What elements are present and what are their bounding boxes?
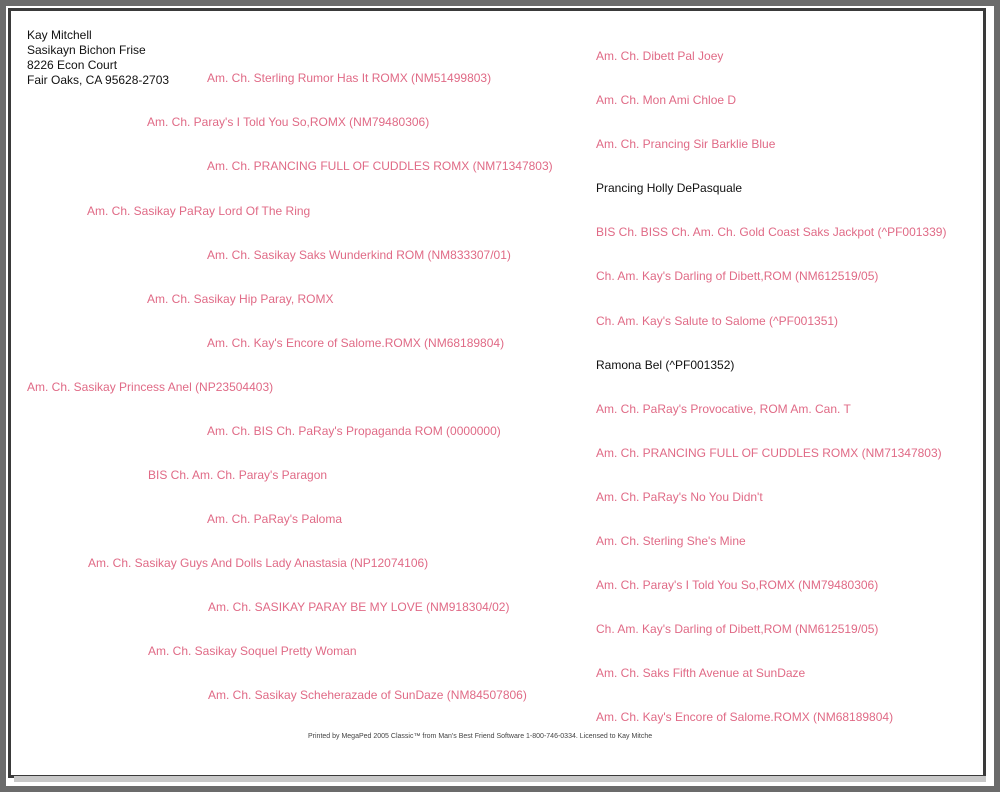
owner-address-line1: 8226 Econ Court <box>27 58 118 72</box>
owner-name: Kay Mitchell <box>27 28 92 42</box>
pedigree-gen4-entry: Am. Ch. Mon Ami Chloe D <box>596 93 737 107</box>
pedigree-sire-sire: Am. Ch. Paray's I Told You So,ROMX (NM79480306) <box>147 115 430 129</box>
pedigree-gen3-entry: Am. Ch. Sterling Rumor Has It ROMX (NM51499803) <box>207 71 492 85</box>
pedigree-gen4-entry: Am. Ch. Prancing Sir Barklie Blue <box>596 137 776 151</box>
pedigree-gen3-entry: Am. Ch. PRANCING FULL OF CUDDLES ROMX (NM71347803) <box>207 159 553 173</box>
pedigree-sire-dam: Am. Ch. Sasikay Hip Paray, ROMX <box>147 292 334 306</box>
pedigree-gen4-entry: Am. Ch. PaRay's Provocative, ROM Am. Can. T <box>596 402 851 416</box>
pedigree-gen4-entry: Am. Ch. Saks Fifth Avenue at SunDaze <box>596 666 806 680</box>
pedigree-gen4-entry: BIS Ch. BISS Ch. Am. Ch. Gold Coast Saks Jackpot (^PF001339) <box>596 225 947 239</box>
pedigree-gen4-entry: Ch. Am. Kay's Darling of Dibett,ROM (NM612519/05) <box>596 622 879 636</box>
pedigree-gen3-entry: Am. Ch. PaRay's Paloma <box>207 512 343 526</box>
pedigree-dam-sire: BIS Ch. Am. Ch. Paray's Paragon <box>148 468 328 482</box>
pedigree-gen4-entry: Am. Ch. Dibett Pal Joey <box>596 49 724 63</box>
pedigree-gen4-entry: Am. Ch. Kay's Encore of Salome.ROMX (NM68189804) <box>596 710 894 724</box>
pedigree-gen4-entry: Ch. Am. Kay's Darling of Dibett,ROM (NM612519/05) <box>596 269 879 283</box>
pedigree-subject: Am. Ch. Sasikay Princess Anel (NP23504403) <box>27 380 274 394</box>
owner-block <box>27 28 169 88</box>
pedigree-gen4-entry: Am. Ch. PRANCING FULL OF CUDDLES ROMX (NM71347803) <box>596 446 942 460</box>
pedigree-gen4-entry: Prancing Holly DePasquale <box>596 181 743 195</box>
pedigree-gen3-entry: Am. Ch. Kay's Encore of Salome.ROMX (NM68189804) <box>207 336 505 350</box>
pedigree-dam: Am. Ch. Sasikay Guys And Dolls Lady Anastasia (NP12074106) <box>88 556 429 570</box>
bottom-strip <box>14 776 986 782</box>
pedigree-gen4-entry: Ch. Am. Kay's Salute to Salome (^PF001351) <box>596 314 839 328</box>
pedigree-gen3-entry: Am. Ch. Sasikay Scheherazade of SunDaze (NM84507806) <box>208 688 527 702</box>
printed-by-footer: Printed by MegaPed 2005 Classic™ from Man's Best Friend Software 1-800-746-0334. Licensed to Kay Mitche <box>308 733 653 740</box>
pedigree-gen3-entry: Am. Ch. Sasikay Saks Wunderkind ROM (NM833307/01) <box>207 248 511 262</box>
pedigree-gen4-entry: Ramona Bel (^PF001352) <box>596 358 735 372</box>
owner-kennel: Sasikayn Bichon Frise <box>27 43 146 57</box>
pedigree-gen3-entry: Am. Ch. SASIKAY PARAY BE MY LOVE (NM918304/02) <box>208 600 510 614</box>
pedigree-gen4-entry: Am. Ch. Sterling She's Mine <box>596 534 746 548</box>
owner-address-line2: Fair Oaks, CA 95628-2703 <box>27 73 170 87</box>
pedigree-dam-dam: Am. Ch. Sasikay Soquel Pretty Woman <box>148 644 357 658</box>
pedigree-sire: Am. Ch. Sasikay PaRay Lord Of The Ring <box>87 204 311 218</box>
pedigree-gen3-entry: Am. Ch. BIS Ch. PaRay's Propaganda ROM (0000000) <box>207 424 501 438</box>
pedigree-gen4-entry: Am. Ch. PaRay's No You Didn't <box>596 490 763 504</box>
pedigree-gen4-entry: Am. Ch. Paray's I Told You So,ROMX (NM79480306) <box>596 578 879 592</box>
